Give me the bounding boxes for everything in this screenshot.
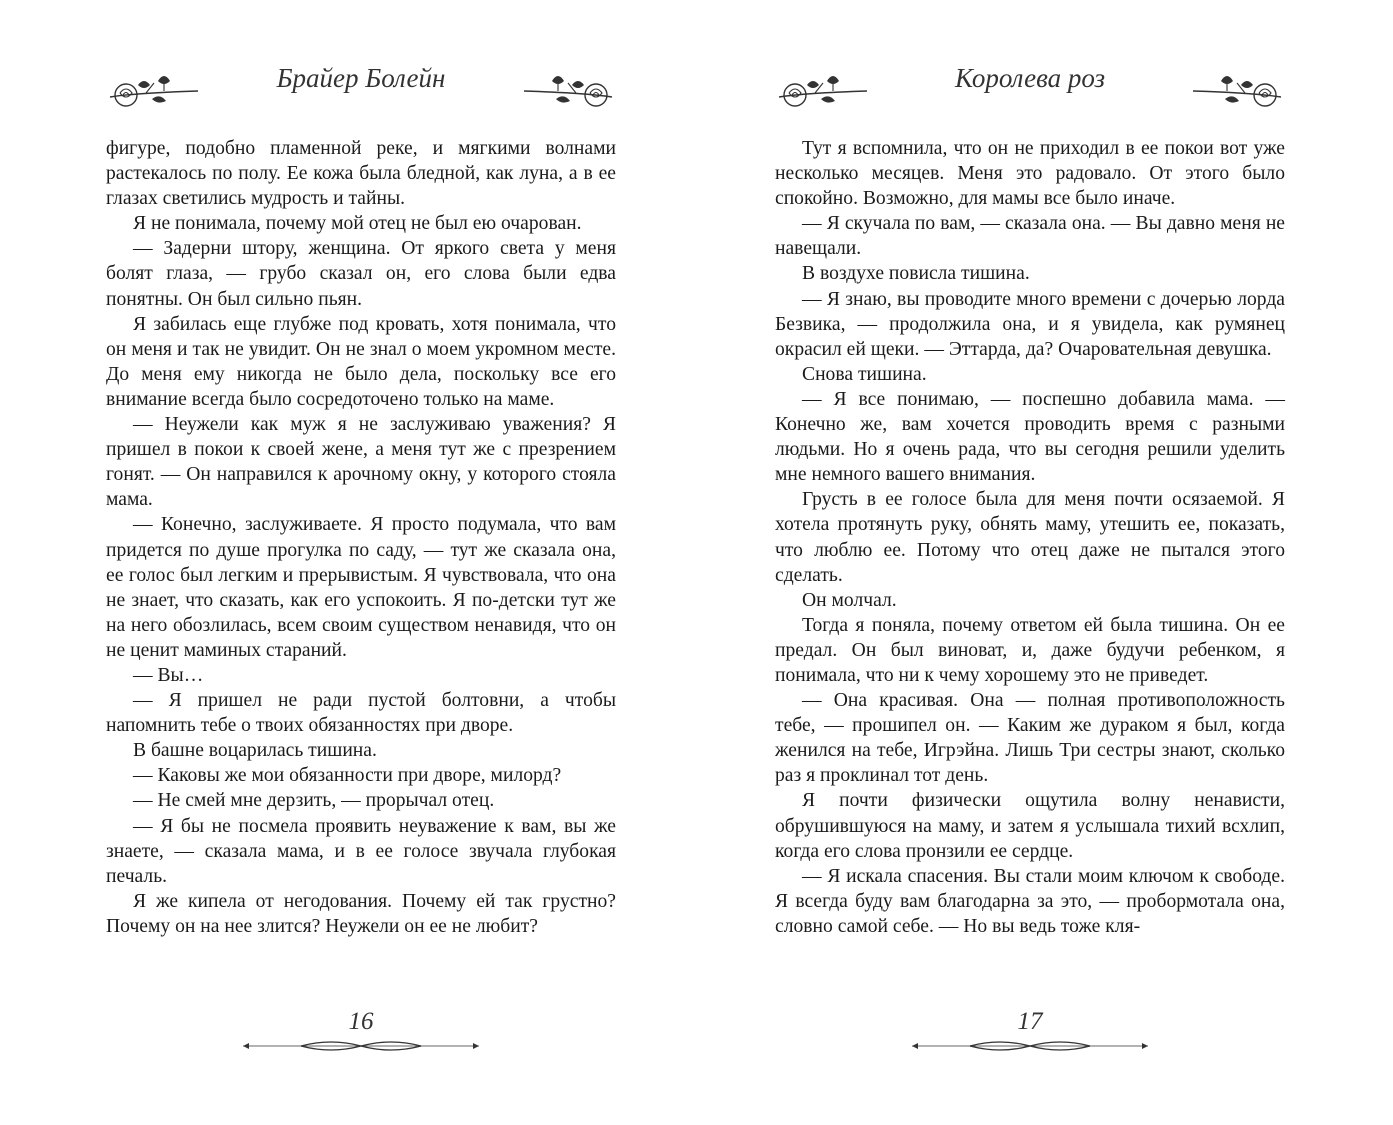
paragraph: В башне воцарилась тишина. [133,740,377,762]
paragraph: Я не понимала, почему мой отец не был ею очарован. [133,213,582,235]
running-head [765,55,1295,115]
paragraph: — Вы… [133,664,204,686]
body-text [106,136,616,939]
page-number: 17 [1017,1008,1043,1035]
paragraph: Я почти физически ощутила волну ненависти, обрушившуюся на маму, и затем я услышала тихий всхлип, когда его слова пронзили ее сердце. [775,790,1285,862]
paragraph: В воздухе повисла тишина. [802,263,1030,285]
paragraph: — Каковы же мои обязанности при дворе, милорд? [133,765,562,787]
body-text [775,136,1285,939]
paragraph: — Конечно, заслуживаете. Я просто подумала, что вам придется по душе прогулка по саду, — тут же сказала она, ее голос был легким и прерывистым. Я чувствовала, что она не знает, что сказать, как его успокоить. Я по-детски тут же на него обозлилась, всем своим существом ненавидя, что он не ценит маминых стараний. [106,514,616,661]
paragraph: — Я все понимаю, — поспешно добавила мама. — Конечно же, вам хочется проводить время с разными людьми. Но я очень рада, что вы сегодня решили уделить мне немного вашего внимания. [775,388,1285,486]
paragraph: — Не смей мне дерзить, — прорычал отец. [133,790,495,812]
paragraph: — Я знаю, вы проводите много времени с дочерью лорда Безвика, — продолжила она, и я увидела, как румянец окрасил ей щеки. — Эттарда, да? Очаровательная девушка. [775,288,1285,360]
paragraph: — Я искала спасения. Вы стали моим ключом к свободе. Я всегда буду вам благодарна за это, — пробормотала она, словно самой себе. — Но вы ведь тоже кля- [775,865,1285,937]
paragraph: — Я пришел не ради пустой болтовни, а чтобы напомнить тебе о твоих обязанностях при дворе. [106,690,616,737]
flourish-rule-icon [241,1038,481,1054]
paragraph: фигуре, подобно пламенной реке, и мягкими волнами растекалось по полу. Ее кожа была бледной, как луна, а в ее глазах светились мудрость и тайны. [106,138,616,210]
running-head [96,55,626,115]
flourish-rule-icon [910,1038,1150,1054]
rose-sprig-icon [520,63,616,113]
page-number-footer [106,1008,616,1058]
paragraph: Снова тишина. [802,363,927,385]
page-number-footer [775,1008,1285,1058]
paragraph: Грусть в ее голосе была для меня почти осязаемой. Я хотела протянуть руку, обнять маму, утешить ее, показать, что люблю ее. Потому что отец даже не пытался этого сделать. [775,489,1285,586]
paragraph: Я же кипела от негодования. Почему ей так грустно? Почему он на нее злится? Неужели он ее не любит? [106,890,616,937]
paragraph: Тут я вспомнила, что он не приходил в ее покои вот уже несколько месяцев. Меня это радовало. От этого было спокойно. Возможно, для мамы все было иначе. [775,138,1285,210]
left-page [106,0,616,1125]
right-page [775,0,1285,1125]
running-head-title: Брайер Болейн [276,63,446,93]
paragraph: — Задерни штору, женщина. От яркого света у меня болят глаза, — грубо сказал он, его слова были едва понятны. Он был сильно пьян. [106,238,616,310]
paragraph: Я забилась еще глубже под кровать, хотя понимала, что он меня и так не увидит. Он не знал о моем укромном месте. До меня ему никогда не было дела, поскольку все его внимание всегда было сосредоточено только на маме. [106,313,616,410]
paragraph: — Неужели как муж я не заслуживаю уважения? Я пришел в покои к своей жене, а меня тут же с презрением гонят. — Он направился к арочному окну, у которого стояла мама. [106,414,616,511]
page-number: 16 [348,1008,374,1035]
paragraph: — Я скучала по вам, — сказала она. — Вы давно меня не навещали. [775,213,1285,260]
rose-sprig-icon [1189,63,1285,113]
paragraph: Он молчал. [802,589,897,611]
paragraph: — Я бы не посмела проявить неуважение к вам, вы же знаете, — сказала мама, и в ее голосе звучала глубокая печаль. [106,815,616,887]
paragraph: — Она красивая. Она — полная противоположность тебе, — прошипел он. — Каким же дураком я был, когда женился на тебе, Игрэйна. Лишь Три сестры знают, сколько раз я проклинал тот день. [775,690,1285,787]
paragraph: Тогда я поняла, почему ответом ей была тишина. Он ее предал. Он был виноват, и, даже будучи ребенком, я понимала, что ни к чему хорошему это не приведет. [775,614,1285,686]
running-head-title: Королева роз [954,63,1106,93]
